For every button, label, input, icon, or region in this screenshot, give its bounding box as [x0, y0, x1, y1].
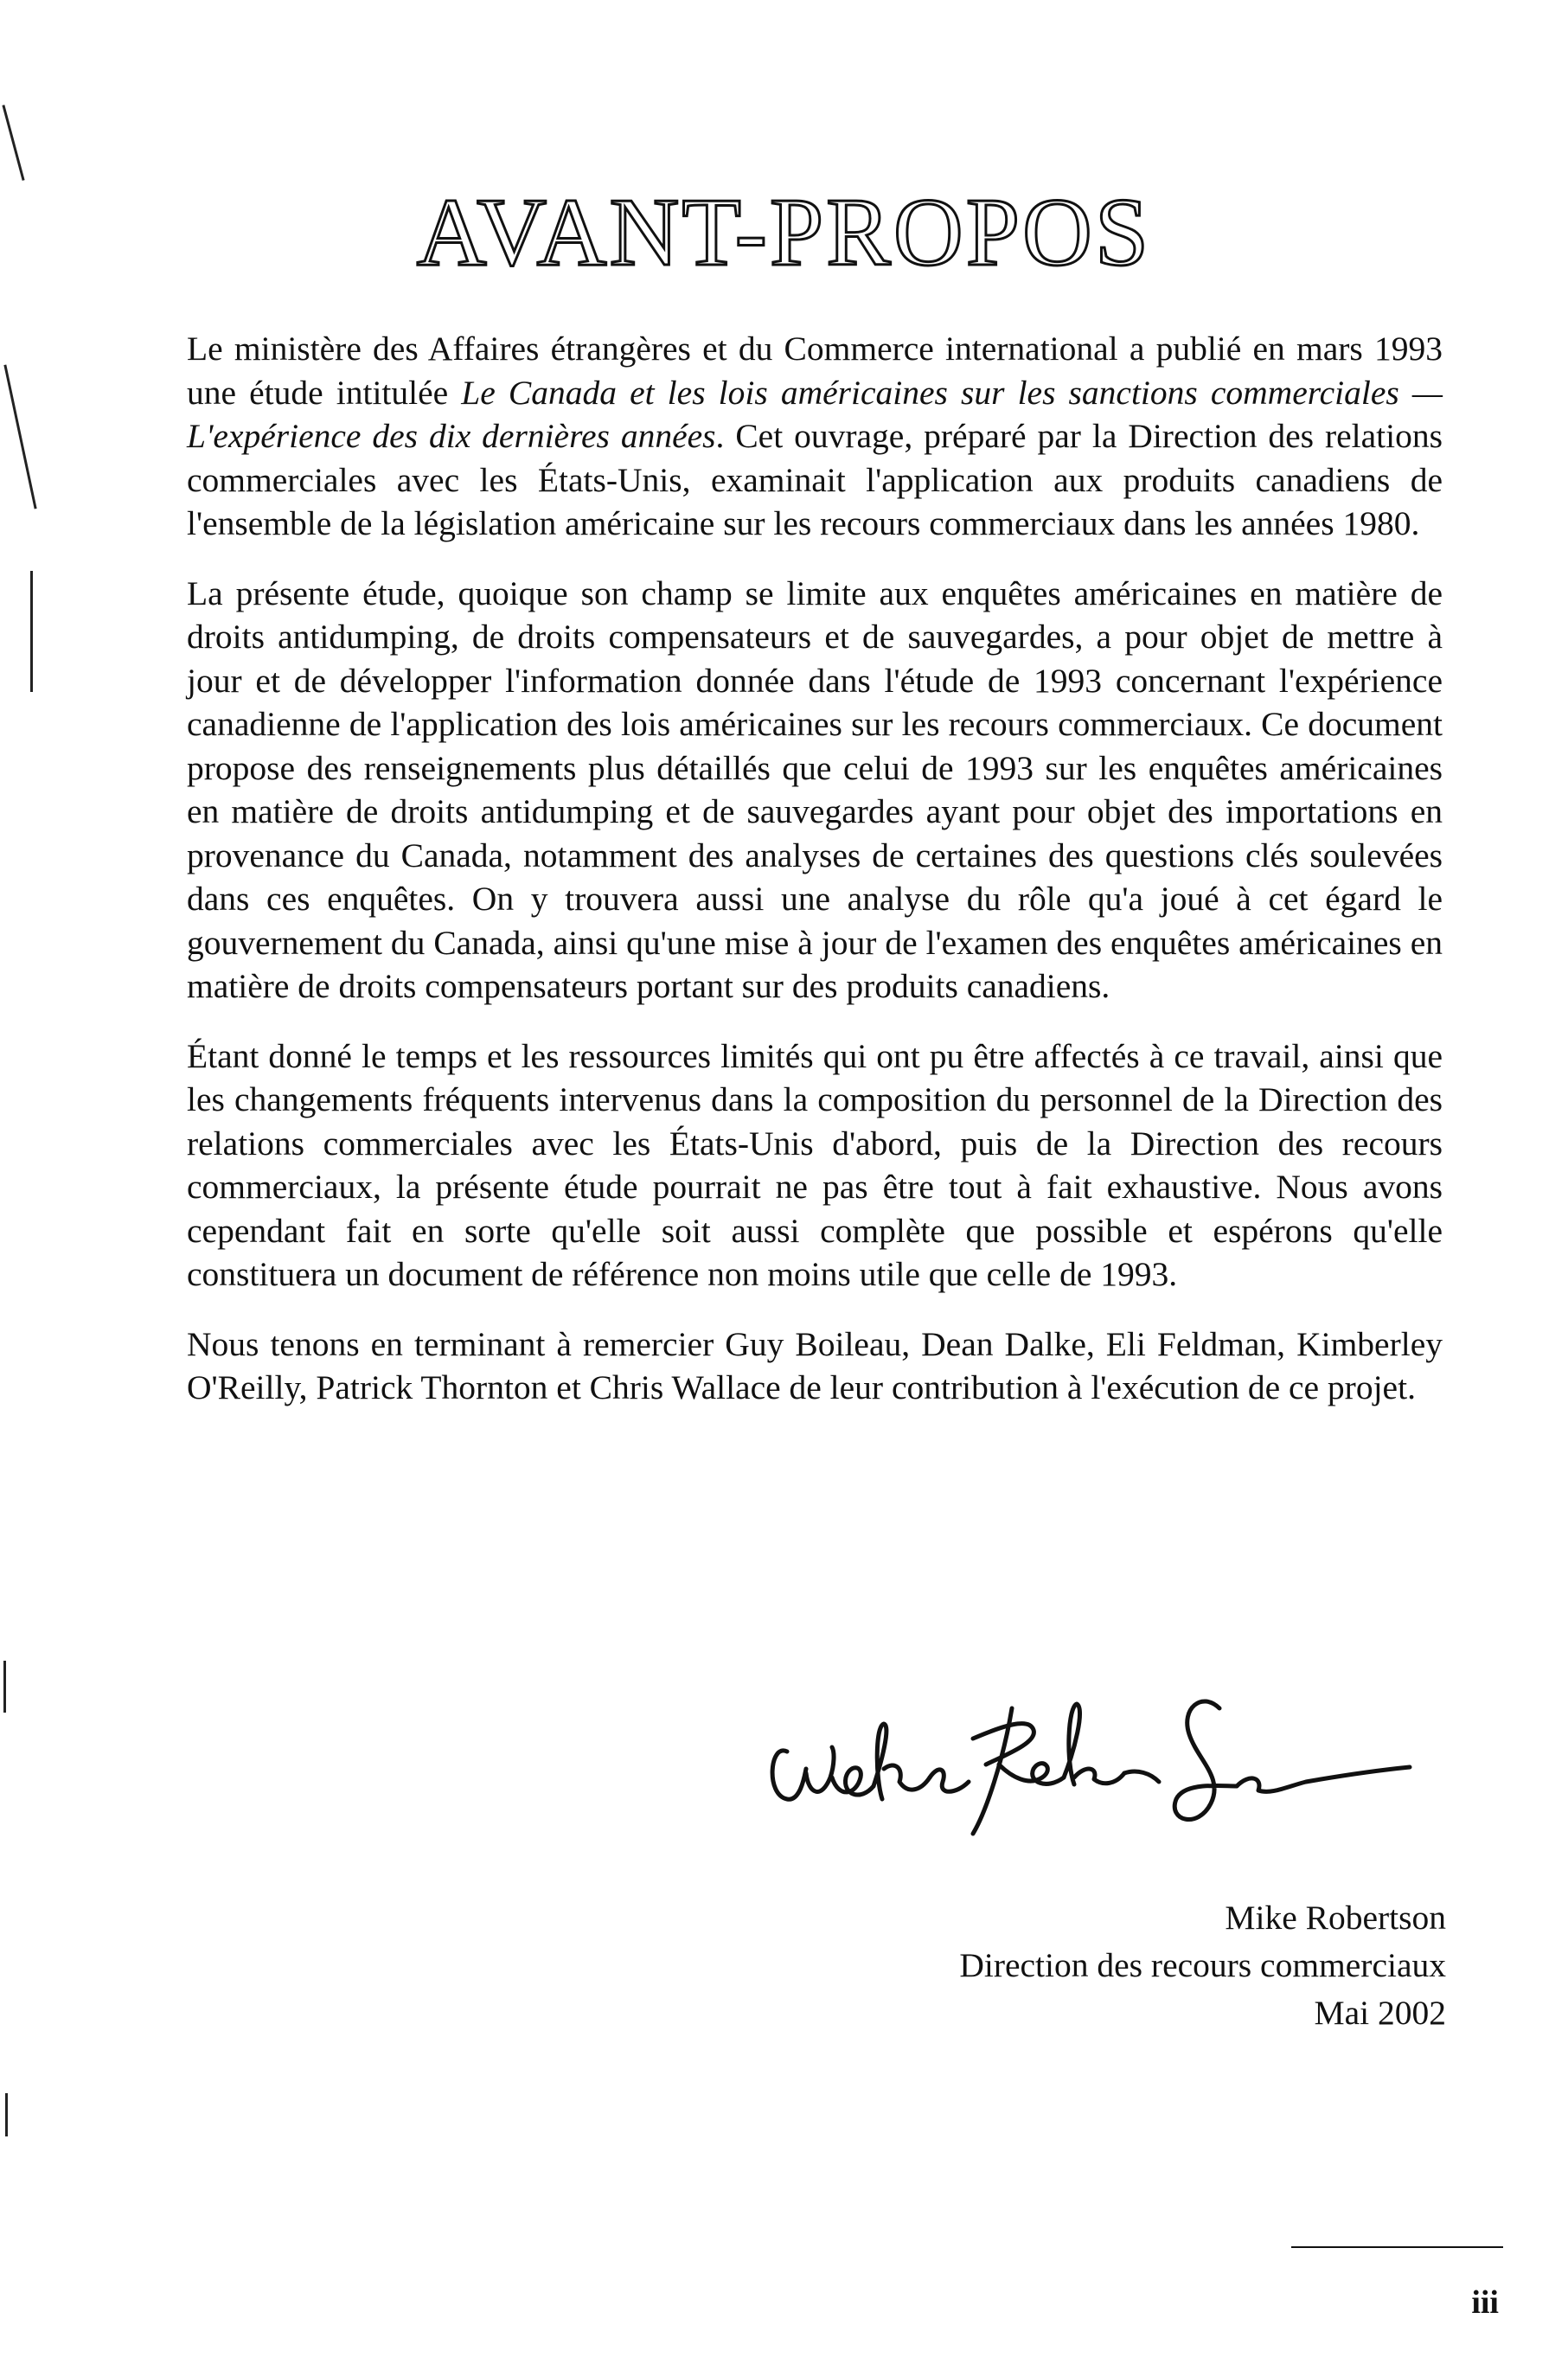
handwritten-signature — [752, 1656, 1427, 1847]
footer-rule — [1291, 2246, 1503, 2248]
paragraph-2: La présente étude, quoique son champ se limite aux enquêtes américaines en matière de droits antidumping, de droits compensateurs et de sauvegardes, a pour objet de mettre à jour et de développer l'information donnée dans l'étude de 1993 concernant l'expérience canadienne de l'application des lois américaines sur les recours commerciaux. Ce document propose des renseignements plus détaillés que celui de 1993 sur les enquêtes américaines en matière de droits antidumping et de sauvegardes ayant pour objet des importations en provenance du Canada, notamment des analyses de certaines des questions clés soulevées dans ces enquêtes. On y trouvera aussi une analyse du rôle qu'a joué à cet égard le gouvernement du Canada, ainsi qu'une mise à jour de l'examen des enquêtes américaines en matière de droits compensateurs portant sur des produits canadiens. — [187, 573, 1443, 1005]
paragraph-4: Nous tenons en terminant à remercier Guy Boileau, Dean Dalke, Eli Feldman, Kimberley O'Reilly, Patrick Thornton et Chris Wallace de leur contribution à l'exécution de ce projet. — [187, 1324, 1443, 1406]
foreword-body — [187, 327, 1443, 1436]
signature-date: Mai 2002 — [1314, 1994, 1446, 2032]
scan-mark — [3, 365, 36, 509]
signatory-department: Direction des recours commerciaux — [959, 1946, 1446, 1984]
paragraph-1: Le ministère des Affaires étrangères et du Commerce international a publié en mars 1993 une étude intitulée Le Canada et les lois américaines sur les sanctions commerciales — L'expérience des dix dernières années. Cet ouvrage, préparé par la Direction des relations commerciales avec les États-Unis, examinait l'application aux produits canadiens de l'ensemble de la législation américaine sur les recours commerciaux dans les années 1980. — [187, 330, 1443, 542]
page-number: iii — [1471, 2284, 1499, 2321]
scan-mark — [3, 1661, 6, 1713]
scan-mark — [30, 571, 33, 692]
cited-title: Le Canada et les lois américaines sur les sanctions commerciales — L'expérience des dix dernières années — [187, 373, 1443, 455]
signatory-name: Mike Robertson — [1225, 1899, 1446, 1937]
paragraph-3: Étant donné le temps et les ressources limités qui ont pu être affectés à ce travail, ainsi que les changements fréquents intervenus dans la composition du personnel de la Direction des relations commerciales avec les États-Unis d'abord, puis de la Direction des recours commerciaux, la présente étude pourrait ne pas être tout à fait exhaustive. Nous avons cependant fait en sorte qu'elle soit aussi complète que possible et espérons qu'elle constituera un document de référence non moins utile que celle de 1993. — [187, 1036, 1443, 1293]
signature-block — [959, 1894, 1446, 2037]
scan-mark — [5, 2093, 8, 2136]
scan-mark — [2, 105, 24, 181]
page-title: AVANT-PROPOS — [416, 179, 1152, 286]
